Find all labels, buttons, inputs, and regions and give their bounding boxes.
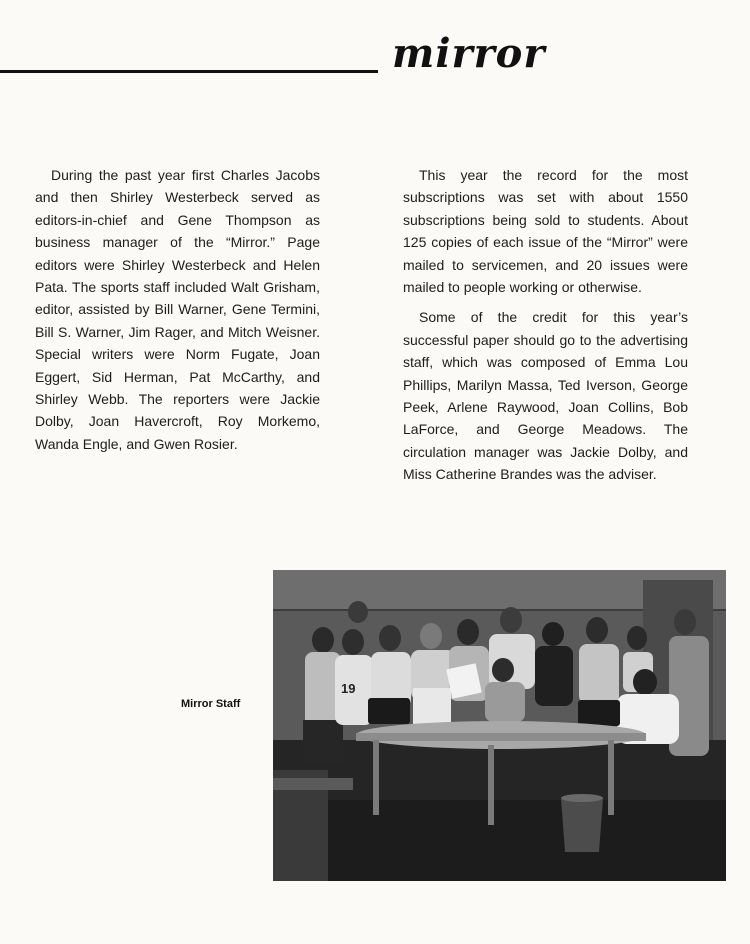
paragraph: During the past year first Charles Jacobs and then Shirley Westerbeck served as editors-in-chief and Gene Thompson as business manager of the “Mirror.” Page editors were Shirley Westerbeck and Helen Pata. The sports staff included Walt Grisham, editor, assisted by Bill Warner, Gene Termini, Bill S. Warner, Jim Rager, and Mitch Weisner. Special writers were Norm Fugate, Joan Eggert, Sid Herman, Pat McCarthy, and Shirley Webb. The reporters were Jackie Dolby, Joan Havercroft, Roy Morkemo, Wanda Engle, and Gwen Rosier. xyxy=(35,167,320,452)
paragraph: Some of the credit for this year’s successful paper should go to the advertising staff, which was composed of Emma Lou Phillips, Marilyn Massa, Ted Iverson, George Peek, Arlene Raywood, Joan Collins, Bob LaForce, and George Meadows. The circulation manager was Jackie Dolby, and Miss Catherine Brandes was the adviser. xyxy=(403,309,688,483)
page-title: mirror xyxy=(392,30,546,77)
sweater-number: 19 xyxy=(341,681,356,696)
article-left-column xyxy=(35,164,320,463)
photo-caption: Mirror Staff xyxy=(181,698,241,710)
title-rule xyxy=(0,70,378,73)
staff-photo-illustration xyxy=(273,570,726,881)
staff-photo xyxy=(273,570,726,881)
article-right-column xyxy=(403,164,688,494)
paragraph: This year the record for the most subscriptions was set with about 1550 subscriptions being sold to students. About 125 copies of each issue of the “Mirror” were mailed to servicemen, and 20 issues were mailed to people working or otherwise. xyxy=(403,167,688,296)
